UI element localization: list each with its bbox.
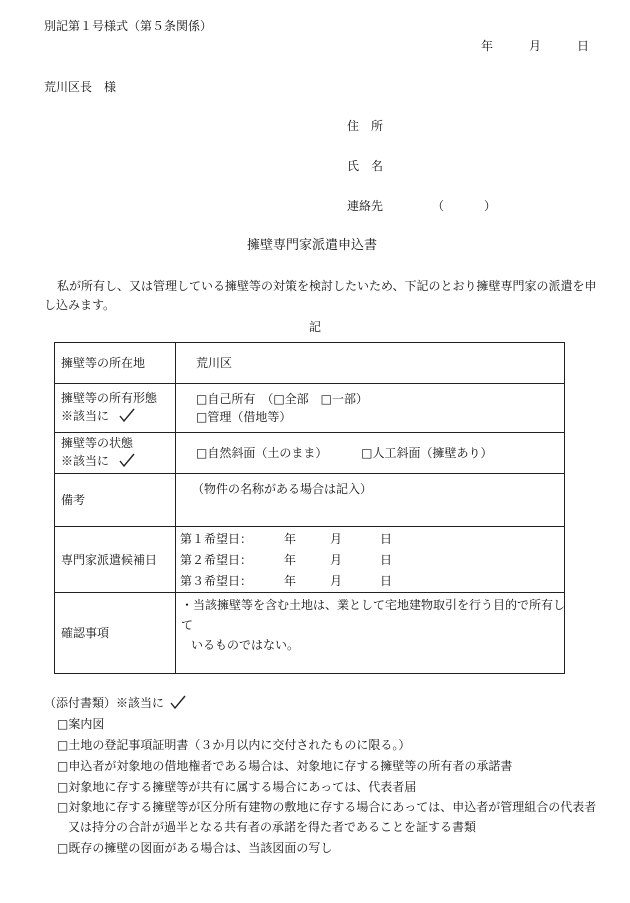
notes-label: 備考	[55, 474, 176, 527]
candidate-month: 月	[330, 531, 343, 546]
checkmark-icon	[170, 695, 186, 712]
checkmark-icon	[119, 408, 135, 427]
location-value-text: 荒川区	[196, 356, 233, 370]
ownership-opt-own[interactable]: □自己所有 （□全部 □一部）	[196, 392, 369, 406]
date-day-label: 日	[577, 39, 590, 53]
ownership-label: 擁壁等の所有形態	[61, 391, 158, 405]
attachments-heading: （添付書類）※該当に	[44, 696, 165, 710]
checkmark-icon	[119, 453, 135, 472]
form-number: 別記第１号様式（第５条関係）	[44, 19, 213, 33]
attachment-item-registry[interactable]: □土地の登記事項証明書（３か月以内に交付されたものに限る。）	[57, 738, 411, 752]
application-table	[54, 342, 565, 674]
ownership-label-cell	[55, 384, 176, 433]
contact-paren-close: ）	[484, 199, 497, 213]
ownership-note: ※該当に	[61, 409, 110, 423]
ownership-row	[55, 384, 565, 433]
candidate-year: 年	[284, 552, 297, 567]
candidate-line-1[interactable]	[176, 528, 564, 549]
attachment-item-map[interactable]: □案内図	[57, 717, 105, 731]
candidate-label: 第１希望日：	[180, 531, 253, 546]
location-label: 擁壁等の所在地	[55, 343, 176, 384]
confirm-label: 確認事項	[55, 593, 176, 674]
notes-row	[55, 474, 565, 527]
candidate-line-3[interactable]	[176, 570, 564, 591]
condition-note: ※該当に	[61, 454, 110, 468]
candidate-month: 月	[330, 573, 343, 588]
condition-opt-natural[interactable]: □自然斜面（土のまま）	[196, 446, 328, 460]
candidate-line-2[interactable]	[176, 549, 564, 570]
candidate-day: 日	[380, 573, 393, 588]
attachment-item-condominium[interactable]: □対象地に存する擁壁等が区分所有建物の敷地に存する場合にあっては、申込者が管理組合の代表者	[57, 800, 597, 814]
confirm-line-2: いるものではない。	[191, 638, 300, 652]
contact-paren-open: （	[432, 199, 445, 213]
location-row	[55, 343, 565, 384]
attachment-item-condominium-cont: 又は持分の合計が過半となる共有者の承諾を得た者であることを証する書類	[68, 820, 477, 834]
ki-marker: 記	[309, 320, 322, 334]
candidates-row	[55, 527, 565, 593]
intro-line-1: 私が所有し、又は管理している擁壁等の対策を検討したいため、下記のとおり擁壁専門家の派遣を申	[57, 279, 597, 293]
location-value[interactable]	[176, 343, 565, 384]
contact-label: 連絡先	[347, 199, 384, 213]
name-label: 氏 名	[347, 159, 384, 173]
confirm-text	[181, 595, 569, 655]
notes-hint: （物件の名称がある場合は記入）	[192, 482, 373, 496]
addressee: 荒川区長 様	[44, 80, 117, 94]
attachment-item-drawing[interactable]: □既存の擁壁の図面がある場合は、当該図面の写し	[57, 841, 333, 855]
notes-field[interactable]	[176, 474, 565, 527]
date-year-label: 年	[481, 39, 494, 53]
candidate-label: 第２希望日：	[180, 552, 253, 567]
condition-label: 擁壁等の状態	[61, 436, 134, 450]
candidate-label: 第３希望日：	[180, 573, 253, 588]
confirm-row	[55, 593, 565, 674]
candidate-month: 月	[330, 552, 343, 567]
confirm-line-1: ・当該擁壁等を含む土地は、業として宅地建物取引を行う目的で所有して	[181, 598, 566, 632]
condition-options	[176, 433, 565, 474]
document-title: 擁壁専門家派遣申込書	[247, 238, 378, 253]
condition-row	[55, 433, 565, 474]
candidates-cell	[176, 527, 565, 593]
candidate-day: 日	[380, 552, 393, 567]
date-month-label: 月	[529, 39, 542, 53]
address-label: 住 所	[347, 119, 384, 133]
candidates-label: 専門家派遣候補日	[55, 527, 176, 593]
candidate-year: 年	[284, 531, 297, 546]
attachments-heading-row	[44, 695, 186, 712]
condition-opt-artificial[interactable]: □人工斜面（擁壁あり）	[361, 446, 493, 460]
attachment-item-representative[interactable]: □対象地に存する擁壁等が共有に属する場合にあっては、代表者届	[57, 780, 417, 794]
intro-line-2: し込みます。	[44, 298, 116, 312]
ownership-options	[176, 384, 565, 433]
candidate-day: 日	[380, 531, 393, 546]
condition-label-cell	[55, 433, 176, 474]
confirm-cell	[176, 593, 565, 674]
attachment-item-consent[interactable]: □申込者が対象地の借地権者である場合は、対象地に存する擁壁等の所有者の承諾書	[57, 759, 513, 773]
candidate-year: 年	[284, 573, 297, 588]
ownership-opt-manage[interactable]: □管理（借地等）	[196, 410, 292, 424]
